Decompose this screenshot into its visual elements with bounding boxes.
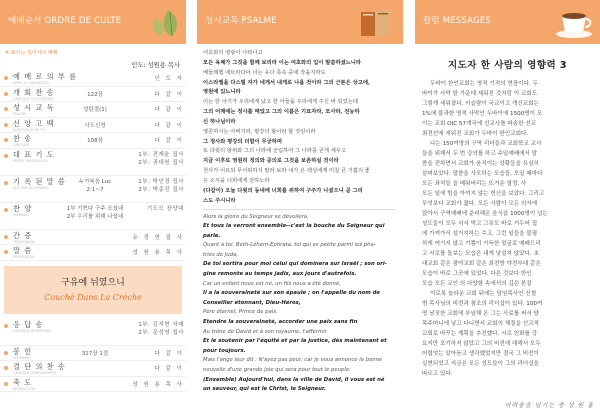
psalm-line: 천사가 이르되 무서워하지 말라 보라 내가 온 백성에게 미칠 큰 기쁨의 좋	[203, 168, 370, 175]
message-line: 대교회 같은 광야교회 같은 최전방 야전부대 같은	[422, 261, 541, 267]
message-line: 실현되었고 지금은 모든 성도들이 그의 리더십을	[422, 361, 539, 367]
message-line: 최전선에 세워진 교회가 두바이 한인교회다.	[422, 131, 529, 137]
message-column	[415, 0, 600, 419]
psalm-french-text	[203, 213, 396, 395]
order-item-french: CANTIQUE DE RÉPONSE	[13, 328, 52, 333]
service-leader: 인도: 성원용 목사	[131, 62, 180, 69]
psalm-title: 성시교독 PSALME	[205, 16, 277, 26]
bullet-icon	[4, 382, 8, 386]
order-row	[0, 102, 186, 118]
message-header	[415, 0, 600, 44]
order-item-name: 결 단 의 찬 송	[13, 362, 66, 371]
psalm-line: Au trône de David et à son royaume, l'affermir	[203, 328, 327, 335]
standing-note: ※ 표시는 일어서서 예배	[5, 50, 58, 56]
order-row	[0, 361, 186, 377]
order-item-leader: 성 원 용 목 사	[132, 381, 184, 388]
order-row	[0, 319, 186, 346]
psalm-line: Car un enfant nous est né, un fils nous a été donné,	[203, 280, 341, 287]
psalm-line: De toi sortira pour moi celui qui dominera sur Israël ; son ori-	[203, 261, 387, 268]
order-row	[0, 176, 186, 203]
psalm-line: 이스라엘을 다스릴 자가 네게서 내게로 나올 것이라 그의 근본은 상고에,	[203, 79, 370, 86]
message-line: 모든 좌석들 을 메워버리는 뜨거운 열정, 사	[422, 181, 527, 187]
order-row	[0, 377, 186, 393]
bullet-icon	[4, 76, 8, 80]
message-line: 무엇보다 교회가 젊다. 모든 사람이 모든 의자에	[422, 201, 538, 207]
message-line: 교회로 바꾸는 계획을 추진했다. 서로 친화를 강	[422, 331, 538, 337]
order-item-name: 봉 헌	[13, 346, 33, 356]
psalm-line: Quant à toi, Beth-Léhem-Ephrata, toi qui es petite parmi les pha-	[203, 242, 376, 249]
order-item-name: 신 앙 고 백	[13, 118, 55, 128]
order-item-name: 축 도	[13, 377, 33, 387]
message-line: 범 목사님의 비전과 참조의 리더십이 있다. 100여	[422, 301, 543, 307]
psalm-line: 그 정사와 평강의 더함이 무궁하며	[203, 138, 283, 145]
message-line: 하게 여기지 않고 기쁨이 가득한 얼굴로 예배드리	[422, 241, 541, 247]
psalm-line: Et tous la verront ensemble--c'est la bouche du Seigneur qui	[203, 223, 385, 230]
psalm-line: Il a la souveraineté sur son épaule ; on l'appelle du nom de	[203, 290, 381, 297]
psalm-line: tries de Juda,	[203, 251, 238, 258]
psalm-line: Père éternel, Prince de paix.	[203, 309, 279, 316]
bullet-icon	[4, 351, 8, 355]
order-rows	[0, 71, 186, 261]
order-item-french: CANTIQUE D'ENGAGEMENT	[13, 371, 57, 375]
message-line: 나는 150여명의 구역 리더들과 교회학교 교사	[430, 141, 542, 147]
bullet-icon	[4, 324, 8, 328]
psalm-line: 또 다윗의 왕위와 그의 나라에 군림하여 그 나라를 굳게 세우고	[203, 148, 347, 155]
message-line: 살펴보았다. 말씀을 사모하는 모습들, 모일 때마다	[422, 171, 543, 177]
order-row	[0, 245, 186, 261]
order-item-french: CANTIQUE D'OUVERTURE	[13, 96, 54, 101]
order-row	[0, 149, 186, 176]
order-of-service-column	[0, 0, 186, 419]
psalm-column	[197, 0, 403, 419]
book-icon	[355, 4, 399, 40]
psalm-line: Alors la gloire du Seigneur se dévoilera,	[203, 213, 309, 220]
psalm-line: Mais l'ange leur dit : N'ayez pas peur, car je vous annonce la bonne	[203, 357, 383, 364]
psalm-line: 지금 이후로 영원히 정의와 공의로 그것을 보존하실 것이라	[203, 158, 339, 165]
order-row	[0, 71, 186, 87]
psalm-line: Et le soutenir par l'équité et par la justice, dès maintenant et	[203, 338, 387, 345]
message-line: 모든 일에 힘을 아끼지 않는 헌신을 보았다. 그리고	[422, 191, 545, 197]
special-hymn-box	[4, 266, 182, 314]
order-item-french: PSAUME	[13, 112, 27, 116]
order-item-french: PRIÈRE UNIVERSELLE	[13, 158, 48, 163]
order-item-detail: 1부 기쁘다 구주 오셨네 2부 우리를 위해 나셨네	[66, 205, 124, 220]
order-item-name: 대 표 기 도	[13, 149, 55, 159]
bullet-icon	[4, 208, 8, 212]
order-item-name: 찬 양	[13, 203, 33, 213]
psalm-line: pour toujours.	[203, 347, 246, 354]
order-item-leader: 인 도 자	[154, 76, 184, 82]
order-rows-after	[0, 319, 186, 393]
leaf-icon	[138, 4, 182, 40]
bullet-icon	[4, 107, 8, 111]
message-line: 두바이 한인교회는 영적 기적의 현장이다. 두	[430, 81, 538, 87]
psalm-line: 스도 주시니라	[203, 197, 236, 204]
message-title: 칼럼 MESSAGES	[423, 16, 491, 26]
message-signature: 어려움을 넘기는 중 성 원 용	[504, 402, 594, 409]
bullet-icon	[4, 181, 8, 185]
message-line: 들을 위해서 두 번 강의를 하고 주일예배에서 말	[422, 151, 538, 157]
psalm-line: 모든 육체가 그것을 함께 보리라 이는 여호와의 입이 말씀하셨느니라	[203, 59, 362, 66]
order-item-french: CANTIQUE	[13, 143, 30, 147]
order-item-french: CONFESSION DE FOI	[13, 127, 46, 132]
order-item-leader: 성 원 용 목 사	[132, 250, 184, 256]
psalm-line: 이는 한 아기가 우리에게 났고 한 아들을 우리에게 주신 바 되었는데	[203, 99, 358, 106]
psalm-line: 은 소식을 너희에게 전하노라	[203, 177, 270, 184]
order-item-leader: 1부: 전재윤 집사 2부: 권대원 집사	[138, 151, 184, 166]
order-item-detail: 317장 1절	[81, 350, 109, 357]
order-item-name: 말 씀	[13, 246, 33, 255]
psalm-line: gine remonte au temps jadis, aux jours d'autrefois.	[203, 271, 357, 278]
order-item-leader: 다 같 이	[154, 122, 184, 129]
order-title: 예배순서 ORDRE DE CULTE	[8, 16, 122, 26]
psalm-divider	[203, 209, 396, 210]
order-item-french: PRÉDICATION	[13, 255, 35, 259]
order-item-french: CHORALE	[13, 212, 29, 217]
message-line: 명 남짓한 교회에 부임해 온 그는 사료를 써서 양	[422, 311, 539, 317]
order-item-french: APPEL À L'ADORATION	[13, 81, 49, 85]
order-row	[0, 87, 186, 103]
order-item-name: 기 록 된 말 씀	[13, 176, 66, 186]
order-item-name: 예 배 로 의 부 름	[13, 72, 78, 81]
order-item-leader: 기도모 찬양대	[146, 205, 184, 212]
message-headline: 지도자 한 사람의 영향력 3	[447, 60, 568, 71]
psalm-header	[197, 0, 403, 44]
message-line: 어렵엇는 알아듣고 생각했었지만 결국 그 비전이	[422, 351, 539, 357]
order-item-detail: 122장	[87, 91, 103, 98]
coffee-cup-icon	[552, 4, 596, 40]
order-item-leader: 유 정 연 집 사	[132, 234, 184, 241]
psalm-line: (다같이) 오늘 다윗의 동네에 너희를 위하여 구주가 나셨으니 곧 그리	[203, 187, 363, 194]
psalm-line: 신 하나님이라	[203, 118, 236, 125]
psalm-line: 그의 어깨에는 정사를 메었고 그의 이름은 기묘자라, 모사라, 전능하	[203, 109, 360, 116]
psalm-line: Conseiller étonnant, Dieu-Héros,	[203, 299, 301, 306]
message-line: 1%에 불과한 영적 사막인 두바이에 1500명이 모	[422, 111, 543, 117]
order-item-detail: 누가복음 Luc 2:1~7	[78, 178, 112, 193]
message-line: 고 서로를 돌보는 모습은 내게 낯설지 않았다. 초	[422, 251, 539, 257]
bullet-icon	[4, 138, 8, 142]
message-line: 그렇게 세워졌다. 이슬람이 국교이고 개신교회는	[422, 101, 539, 107]
order-item-detail: 성탄절(1)	[83, 107, 107, 113]
order-item-leader: 다 같 이	[154, 366, 184, 372]
hymn-french-title: Couché Dans La Crèche	[44, 292, 142, 302]
order-row	[0, 133, 186, 149]
order-item-leader: 1부: 김지현 자매 2부: 문성영 집사	[138, 321, 184, 336]
order-item-name: 성 시 교 독	[13, 103, 55, 112]
order-item-french: TÉMOIGNAGE	[13, 239, 35, 244]
psalm-line: 영존하시는 아버지라, 평강의 왕이라 할 것임이라	[203, 128, 316, 135]
order-item-leader: 다 같 이	[154, 91, 184, 98]
message-line: 바이가 사막 한 가운데 세워진 것처럼 이 교회도	[422, 91, 538, 97]
order-item-french: BÉNÉDICTION	[13, 386, 35, 391]
message-line: 목주머니에 넣고 다니면서 교회의 체질을 선교적	[422, 321, 539, 327]
order-item-leader: 1부: 박인경 집사 2부: 박종진 집사	[138, 178, 184, 193]
bullet-icon	[4, 235, 8, 239]
order-row	[0, 203, 186, 230]
order-row	[0, 230, 186, 246]
order-item-leader: 다 같 이	[154, 138, 184, 144]
psalm-line: Etendre la souveraineté, accorder une paix sans fin	[203, 319, 358, 326]
message-body	[415, 79, 600, 379]
psalm-line: 베들레헴 에브라다야 너는 유다 족속 중에 작을지라도	[203, 69, 326, 76]
hymn-korean-title: 구유에 뉘였으니	[61, 277, 125, 288]
order-item-leader: 다 같 이	[154, 107, 184, 113]
message-line: 에 가져가서 설거지하는 수고, 그런 일들을 불평	[422, 231, 538, 237]
order-item-french: LECTURE DE LA BIBLE	[13, 185, 49, 190]
message-line: 씀을 전하면서 교회가 움직이는 상황들을 유심히	[422, 161, 539, 167]
psalm-line: (Ensemble) Aujourd'hui, dans la ville de David, il vous est né	[203, 376, 385, 383]
order-row	[0, 346, 186, 362]
message-line: 이로록 놀라운 교회 뒤에는 담임목사인 신철	[430, 291, 537, 297]
order-item-detail: 108장	[87, 138, 103, 144]
bullet-icon	[4, 366, 8, 370]
psalm-line: 여호와의 영광이 나타나고	[203, 50, 263, 56]
message-line: 성도들이 모두 서서 먹고 그릇도 바로 거두어 집	[422, 221, 538, 227]
order-item-french: OFFRANDE	[13, 355, 31, 360]
bullet-icon	[4, 154, 8, 158]
order-item-name: 응 답 송	[13, 319, 44, 329]
order-item-detail: 사도신경	[84, 122, 106, 129]
psalm-line: 영원에 있느니라	[203, 89, 241, 96]
message-line: 모습이 바로 그곳에 있었다. 다른 것보다 한인	[422, 271, 532, 277]
message-line: 요지만 포기하지 않았고 그의 비전에 대해서 모두	[422, 341, 541, 347]
message-line: 이는 교회 OIC 57개국에 선교사를 파송한 선교	[422, 121, 537, 127]
message-line: 모습 모든 교인 의 다양함 속에서의 깊은 본질	[422, 281, 532, 287]
order-item-name: 개 회 찬 송	[13, 87, 55, 97]
psalm-korean-text	[203, 49, 396, 207]
order-item-leader: 다 같 이	[154, 350, 184, 357]
psalm-line: un sauveur, qui est le Christ, le Seigneur.	[203, 386, 326, 393]
bullet-icon	[4, 92, 8, 96]
bullet-icon	[4, 250, 8, 254]
order-row	[0, 118, 186, 134]
psalm-line: nouvelle d'une grande joie qui sera pour tout le peuple:	[203, 367, 351, 373]
order-header	[0, 0, 186, 44]
message-line: 앉아서 구역예배에 준비해온 음식을 1000명이 넘는	[422, 211, 548, 217]
order-item-name: 찬 송	[13, 134, 33, 143]
message-line: 따르고 있다.	[422, 371, 453, 377]
order-item-name: 간 증	[13, 230, 33, 240]
bullet-icon	[4, 123, 8, 127]
psalm-line: parle.	[203, 232, 221, 239]
